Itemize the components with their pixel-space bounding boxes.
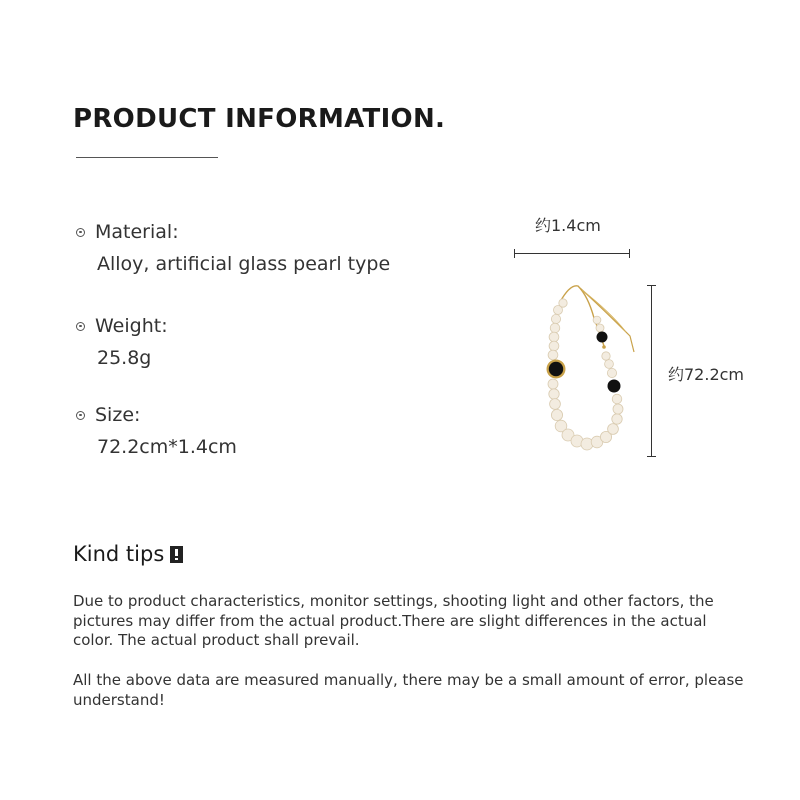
- alert-icon: [170, 546, 183, 563]
- spec-material-label: Material:: [95, 221, 179, 243]
- black-bead: [549, 362, 563, 376]
- title-divider: [76, 157, 218, 158]
- kind-tips-heading: [73, 542, 183, 566]
- spec-weight-label: Weight:: [95, 315, 168, 337]
- height-dimension-label: 约72.2cm: [668, 365, 745, 384]
- tips-paragraph-1: [73, 592, 733, 651]
- tips-paragraph-1-line: color. The actual product shall prevail.: [73, 631, 360, 649]
- kind-tips-label: Kind tips: [73, 542, 165, 566]
- spec-weight-value: 25.8g: [97, 347, 152, 369]
- tips-paragraph-2-line: understand!: [73, 690, 165, 709]
- spec-size-label: Size:: [95, 404, 141, 426]
- height-dimension-line: [651, 285, 652, 457]
- spec-weight: [76, 315, 168, 369]
- black-bead: [597, 332, 608, 343]
- tips-paragraph-2-line: All the above data are measured manually, there may be a small amount of error, please: [73, 671, 744, 689]
- spec-size-value: 72.2cm*1.4cm: [97, 436, 237, 458]
- page-title: PRODUCT INFORMATION.: [73, 104, 446, 134]
- gold-chain-tail: [580, 288, 634, 352]
- spec-material-value: Alloy, artificial glass pearl type: [97, 253, 391, 275]
- spec-material: [76, 221, 390, 275]
- width-dimension-label: 约1.4cm: [535, 216, 601, 235]
- width-dimension-line: [514, 253, 630, 254]
- tips-paragraph-1-line: Due to product characteristics, monitor settings, shooting light and other factors, the: [73, 592, 714, 610]
- gold-clasp: [602, 345, 606, 349]
- black-bead: [608, 380, 621, 393]
- necklace-image: [530, 276, 650, 466]
- bullet-icon: [76, 322, 85, 331]
- tips-paragraph-1-line: pictures may differ from the actual product.There are slight differences in the actual: [73, 611, 707, 630]
- bullet-icon: [76, 411, 85, 420]
- spec-size: [76, 404, 237, 458]
- tips-paragraph-2: [73, 671, 744, 710]
- bullet-icon: [76, 228, 85, 237]
